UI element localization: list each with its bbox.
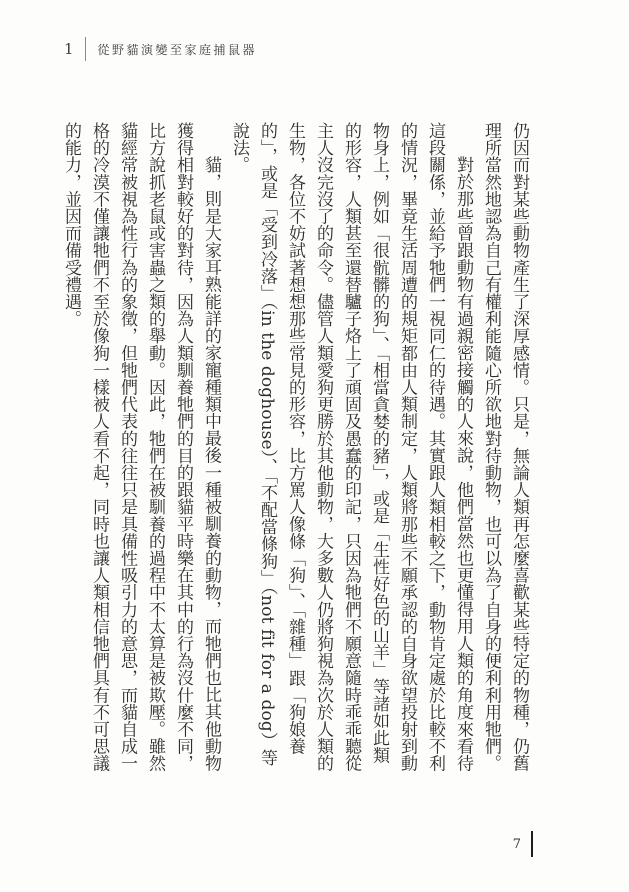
paragraph-1: 仍因而對某些動物產生了深厚感情。只是，無論人類再怎麼喜歡某些特定的物種，仍舊理所當然地認為自己有權利能隨心所欲地對待動物，也可以為了自身的便利利用牠們。 bbox=[481, 122, 529, 772]
vertical-text-block bbox=[61, 122, 533, 772]
paragraph-3: 貓，則是大家耳熟能詳的家寵種類中最後一種被馴養的動物，而牠們也比其他動物獲得相對較好的對待，因為人類馴養牠們的目的跟貓平時樂在其中的行為沒什麼不同，比方說抓老鼠或害蟲之類的舉動。因此，牠們在被馴養的過程中不太算是被欺壓。雖然貓經常被視為性行為的象徵，但牠們代表的往往只是具備性吸引力的意思，而貓自成一格的冷漠不僅讓牠們不至於像狗一樣被人看不起，同時也讓人類相信牠們具有不可思議的能力，並因而備受禮遇。 bbox=[61, 122, 221, 772]
page-number: 7 bbox=[512, 836, 521, 852]
page-footer bbox=[513, 830, 533, 858]
running-header bbox=[64, 36, 257, 62]
chapter-number: 1 bbox=[64, 40, 74, 58]
chapter-title: 從野貓演變至家庭捕鼠器 bbox=[97, 42, 258, 57]
footer-divider-rule bbox=[531, 831, 533, 857]
paragraph-2: 對於那些曾跟動物有過親密接觸的人來說，他們當然也更懂得用人類的角度來看待這段關係，並給予牠們一視同仁的待遇。其實跟人類相較之下，動物肯定處於比較不利的情況，畢竟生活周遭的規矩都由人類制定，人類將那些不願承認的自身欲望投射到動物身上，例如「很骯髒的狗」、「相當貪婪的豬」，或是「生性好色的山羊」等諸如此類的形容，人類甚至還替驢子烙上了頑固及愚蠢的印記，只因為牠們不願意隨時乖乖聽從主人沒完沒了的命令。儘管人類愛狗更勝於其他動物，大多數人仍將狗視為次於人類的生物，各位不妨試著想想那些常見的形容，比方罵人像條「狗」、「雜種」跟「狗娘養的」，或是「受到冷落」（in the doghouse）、「不配當條狗」（not fit for a dog）等說法。 bbox=[229, 122, 473, 772]
